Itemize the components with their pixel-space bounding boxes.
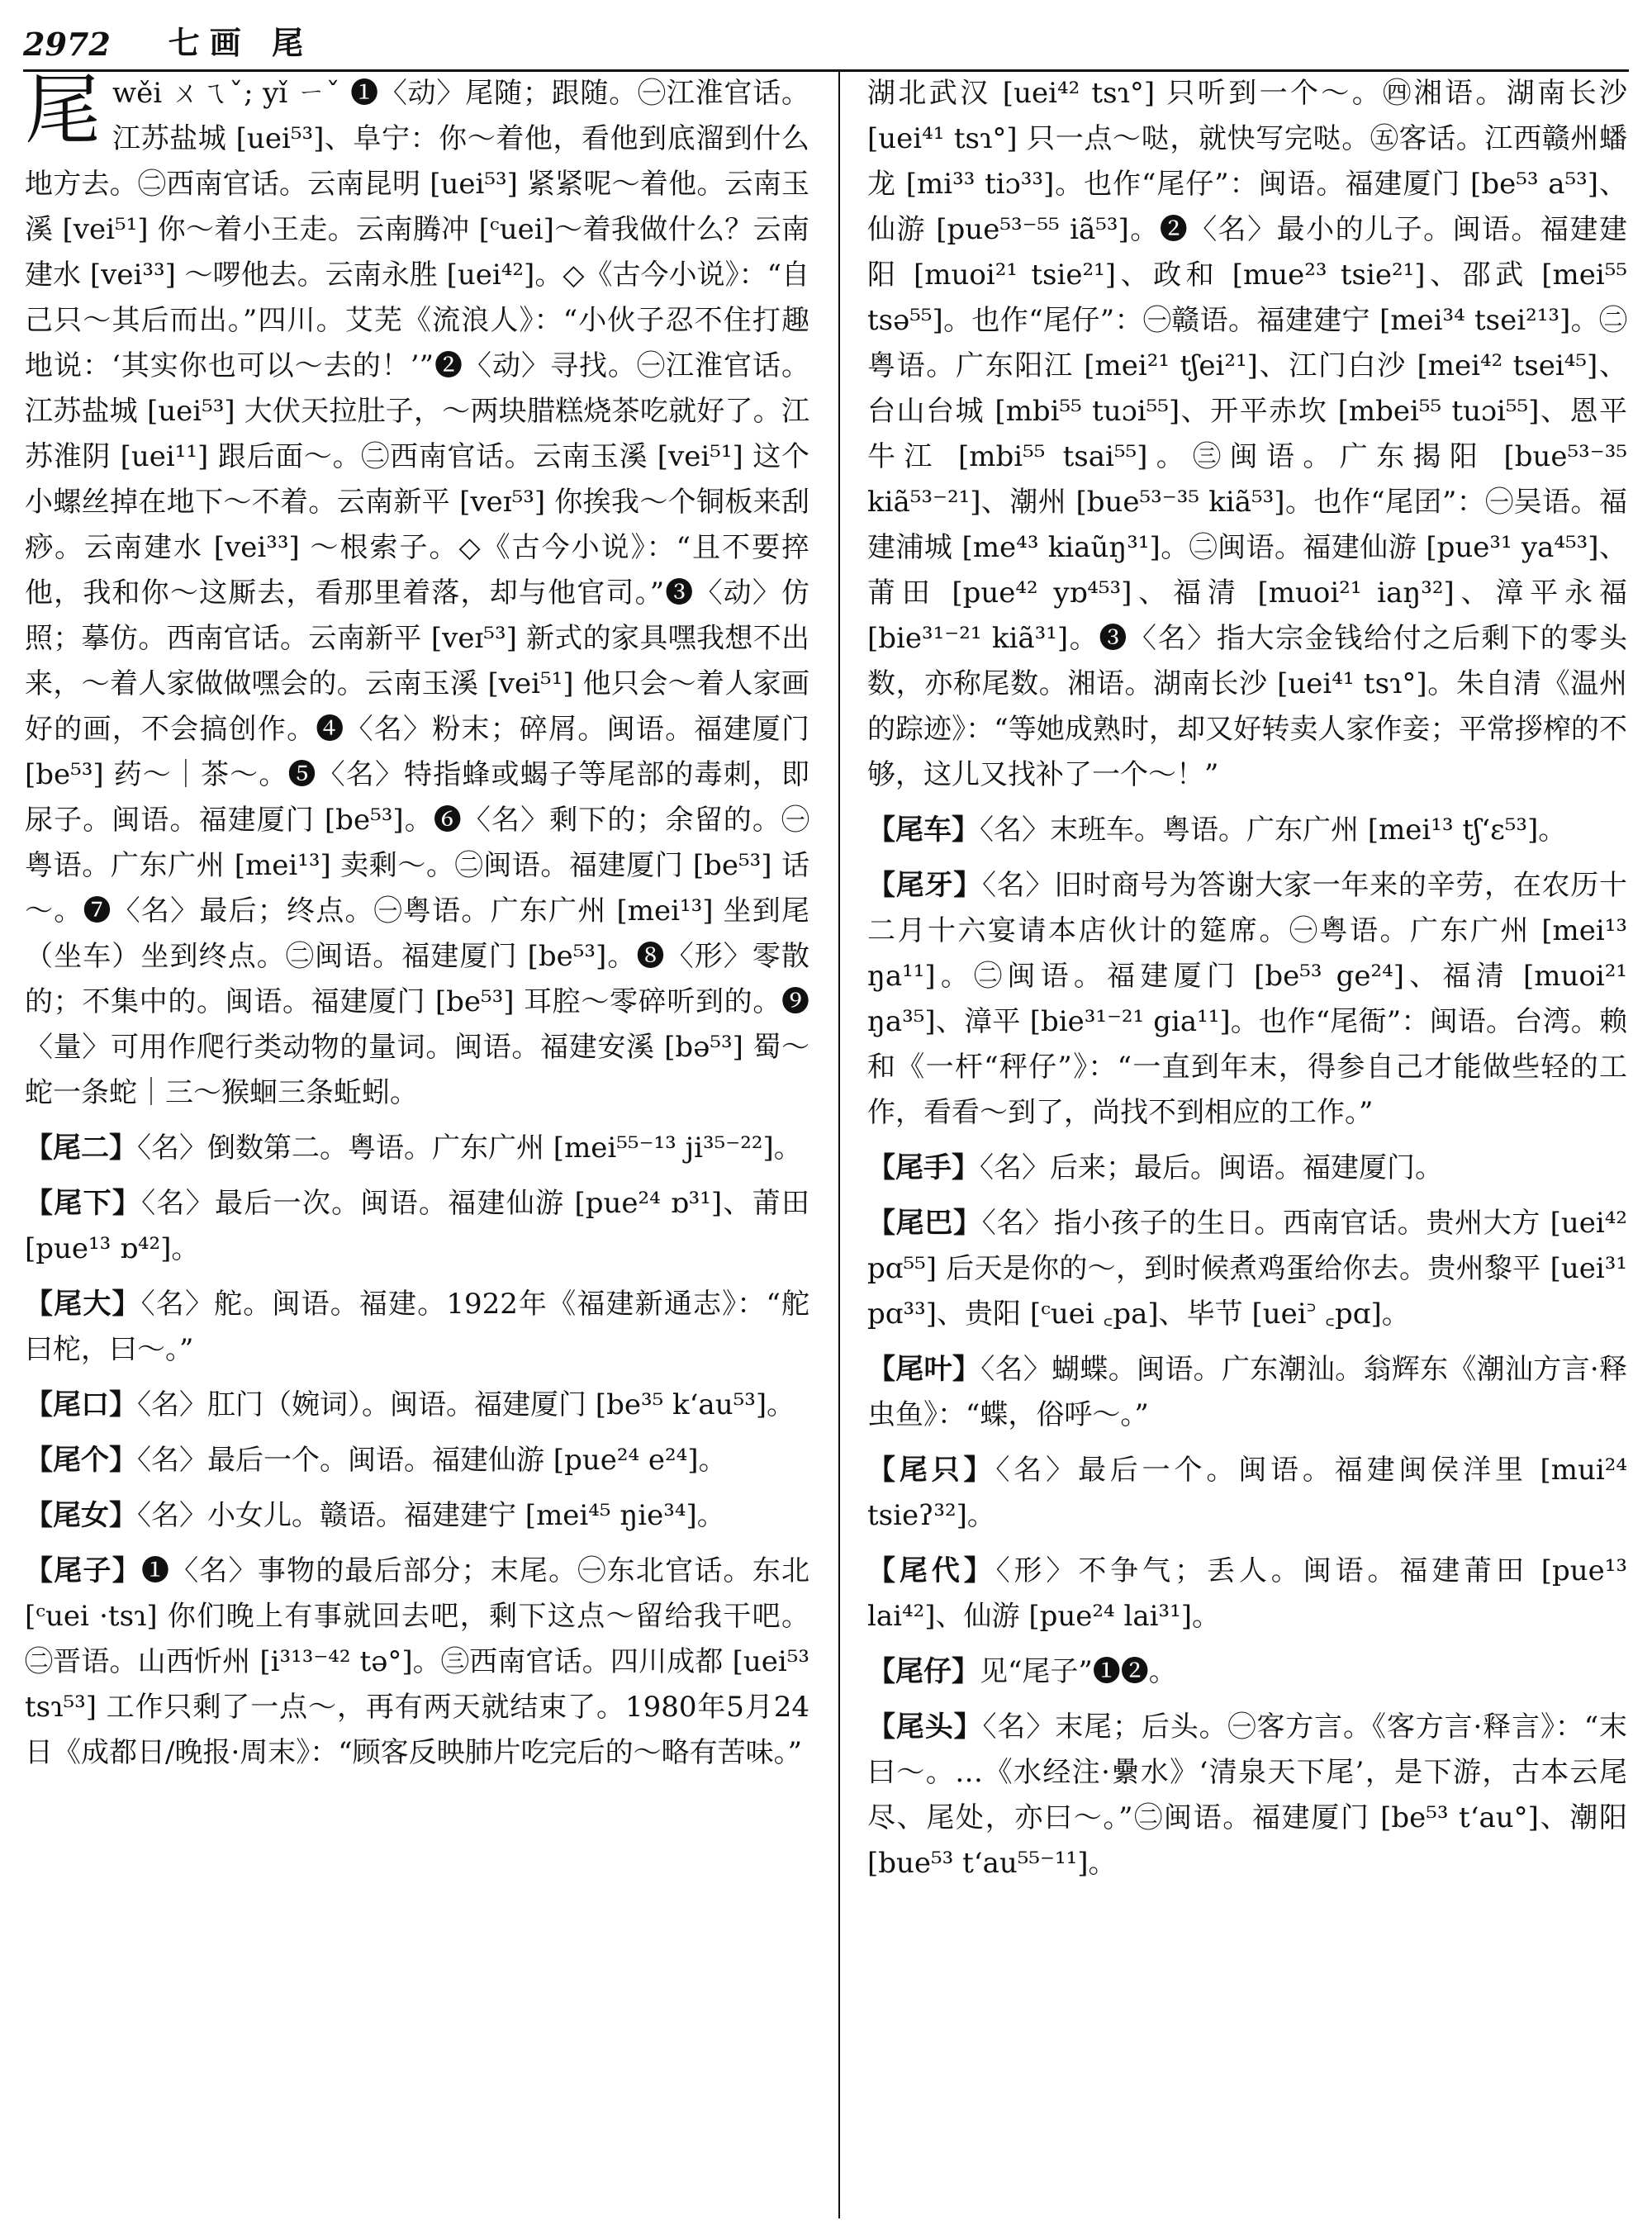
page-header [23, 18, 1629, 72]
dictionary-entry [867, 1649, 1627, 1695]
dictionary-entry [25, 1126, 809, 1171]
entry-definition: 〈名〉最后一个。闽语。福建闽侯洋里 [mui²⁴ tsieʔ³²]。 [867, 1454, 1627, 1532]
dictionary-entry [867, 1347, 1627, 1438]
entry-headword: 【尾只】 [867, 1454, 996, 1487]
dictionary-entry [867, 1705, 1627, 1886]
entry-definition: 〈名〉蝴蝶。闽语。广东潮汕。翁辉东《潮汕方言·释虫鱼》：“蝶，俗呼～。” [867, 1353, 1627, 1431]
entry-definition: 〈名〉指小孩子的生日。西南官话。贵州大方 [uei⁴² pɑ⁵⁵] 后天是你的～，到时候煮鸡蛋给你去。贵州黎平 [uei³¹ pɑ³³]、贵阳 [ᶜuei ꜀pa]、毕节 [uei꜄ ꜀pɑ]。 [867, 1207, 1627, 1331]
entry-headword: 【尾手】 [867, 1151, 980, 1184]
dictionary-entry [867, 1448, 1627, 1539]
main-entry-body-left: ❶〈动〉尾随；跟随。㊀江淮官话。江苏盐城 [uei⁵³]、阜宁：你～着他，看他到底溜到什么地方去。㊁西南官话。云南昆明 [uei⁵³] 紧紧呢～着他。云南玉溪 [vei⁵¹] 你～着小王走。云南腾冲 [ᶜuei]～着我做什么？云南建水 [vei³³] ～啰他去。云南永胜 [uei⁴²]。◇《古今小说》：“自己只～其后而出。”四川。艾芜《流浪人》：“小伙子忍不住打趣地说：‘其实你也可以～去的！’”❷〈动〉寻找。㊀江淮官话。江苏盐城 [uei⁵³] 大伏天拉肚子，～两块腊糕烧茶吃就好了。江苏淮阴 [uei¹¹] 跟后面～。㊁西南官话。云南玉溪 [vei⁵¹] 这个小螺丝掉在地下～不着。云南新平 [veɪ⁵³] 你挨我～个铜板来刮痧。云南建水 [vei³³] ～根索子。◇《古今小说》：“且不要捽他，我和你～这厮去，看那里着落，却与他官司。”❸〈动〉仿照；摹仿。西南官话。云南新平 [veɪ⁵³] 新式的家具嘿我想不出来，～着人家做做嘿会的。云南玉溪 [vei⁵¹] 他只会～着人家画好的画，不会搞创作。❹〈名〉粉末；碎屑。闽语。福建厦门 [be⁵³] 药～｜茶～。❺〈名〉特指蜂或蝎子等尾部的毒刺，即尿子。闽语。福建厦门 [be⁵³]。❻〈名〉剩下的；余留的。㊀粤语。广东广州 [mei¹³] 卖剩～。㊁闽语。福建厦门 [be⁵³] 话～。❼〈名〉最后；终点。㊀粤语。广东广州 [mei¹³] 坐到尾（坐车）坐到终点。㊁闽语。福建厦门 [be⁵³]。❽〈形〉零散的；不集中的。闽语。福建厦门 [be⁵³] 耳腔～零碎听到的。❾〈量〉可用作爬行类动物的量词。闽语。福建安溪 [bə⁵³] 蜀～蛇一条蛇｜三～猴蛔三条蚯蚓。 [25, 77, 809, 1109]
entry-definition: 〈名〉最后一个。闽语。福建仙游 [pue²⁴ e²⁴]。 [137, 1444, 727, 1477]
entry-headword: 【尾女】 [25, 1499, 137, 1532]
entry-headword: 【尾代】 [867, 1554, 996, 1587]
entry-headword: 【尾巴】 [867, 1207, 982, 1240]
entry-definition: 〈名〉旧时商号为答谢大家一年来的辛劳，在农历十二月十六宴请本店伙计的筵席。㊀粤语。广东广州 [mei¹³ ŋa¹¹]。㊁闽语。福建厦门 [be⁵³ ge²⁴]、福清 [muoi²¹ ŋa³⁵]、漳平 [bie³¹⁻²¹ gia¹¹]。也作“尾衙”：闽语。台湾。赖和《一杆“秤仔”》：“一直到年末，得参自己才能做些轻的工作，看看～到了，尚找不到相应的工作。” [867, 869, 1627, 1129]
entry-definition: ❶〈名〉事物的最后部分；末尾。㊀东北官话。东北 [ᶜuei ·tsɿ] 你们晚上有事就回去吧，剩下这点～留给我干吧。㊁晋语。山西忻州 [i³¹³⁻⁴² tə°]。㊂西南官话。四川成都 [uei⁵³ tsɿ⁵³] 工作只剩了一点～，再有两天就结束了。1980年5月24日《成都日/晚报·周末》：“顾客反映肺片吃完后的～略有苦味。” [25, 1554, 809, 1769]
dictionary-entry [867, 1549, 1627, 1639]
dictionary-entry [25, 1181, 809, 1272]
headword-character: 尾 [25, 71, 102, 154]
entry-definition: 〈名〉舵。闽语。福建。1922年《福建新通志》：“舵曰柁，曰～。” [25, 1288, 809, 1366]
headword-pinyin: wěi ㄨㄟˇ; yǐ ㄧˇ [112, 77, 341, 110]
entry-headword: 【尾车】 [867, 814, 980, 847]
entry-headword: 【尾口】 [25, 1388, 137, 1421]
entry-definition: 〈名〉最后一次。闽语。福建仙游 [pue²⁴ ɒ³¹]、莆田 [pue¹³ ɒ⁴²]。 [25, 1187, 809, 1265]
dictionary-entry [867, 1146, 1627, 1191]
entry-definition: 〈名〉后来；最后。闽语。福建厦门。 [980, 1151, 1443, 1184]
entry-definition: 见“尾子”❶❷。 [980, 1655, 1177, 1688]
dictionary-entry [25, 1383, 809, 1428]
entry-definition: 〈名〉末班车。粤语。广东广州 [mei¹³ tʃ‘ɛ⁵³]。 [980, 814, 1567, 847]
entry-headword: 【尾头】 [867, 1710, 983, 1744]
entry-headword: 【尾仔】 [867, 1655, 980, 1688]
entry-headword: 【尾二】 [25, 1132, 137, 1165]
entry-definition: 〈名〉肛门（婉词）。闽语。福建厦门 [be³⁵ k‘au⁵³]。 [137, 1388, 795, 1421]
dictionary-entry [867, 808, 1627, 853]
entry-headword: 【尾下】 [25, 1187, 142, 1220]
dictionary-entry [867, 863, 1627, 1136]
entry-definition: 〈名〉倒数第二。粤语。广东广州 [mei⁵⁵⁻¹³ ji³⁵⁻²²]。 [137, 1132, 802, 1165]
entry-headword: 【尾叶】 [867, 1353, 981, 1386]
left-entries [25, 1126, 809, 1776]
column-divider [838, 71, 840, 2218]
main-entry [25, 71, 809, 1116]
entry-definition: 〈形〉不争气；丢人。闽语。福建莆田 [pue¹³ lai⁴²]、仙游 [pue²⁴ lai³¹]。 [867, 1554, 1627, 1633]
entry-headword: 【尾子】 [25, 1554, 141, 1587]
dictionary-entry [867, 1201, 1627, 1337]
dictionary-entry [25, 1438, 809, 1483]
entry-definition: 〈名〉末尾；后头。㊀客方言。《客方言·释言》：“末曰～。…《水经注·纍水》‘清泉天下尾’，是下游，古本云尾尽、尾处，亦曰～。”㊁闽语。福建厦门 [be⁵³ t‘au°]、潮阳 [bue⁵³ t‘au⁵⁵⁻¹¹]。 [867, 1710, 1627, 1880]
main-entry-continued: 湖北武汉 [uei⁴² tsɿ°] 只听到一个～。㊃湘语。湖南长沙 [uei⁴¹ tsɿ°] 只一点～哒，就快写完哒。㊄客话。江西赣州蟠龙 [mi³³ tiɔ³³]。也作“尾仔”：闽语。福建厦门 [be⁵³ a⁵³]、仙游 [pue⁵³⁻⁵⁵ iã⁵³]。❷〈名〉最小的儿子。闽语。福建建阳 [muoi²¹ tsie²¹]、政和 [mue²³ tsie²¹]、邵武 [mei⁵⁵ tsə⁵⁵]。也作“尾仔”：㊀赣语。福建建宁 [mei³⁴ tsei²¹³]。㊁粤语。广东阳江 [mei²¹ tʃei²¹]、江门白沙 [mei⁴² tsei⁴⁵]、台山台城 [mbi⁵⁵ tuɔi⁵⁵]、开平赤坎 [mbei⁵⁵ tuɔi⁵⁵]、恩平牛江 [mbi⁵⁵ tsai⁵⁵]。㊂闽语。广东揭阳 [bue⁵³⁻³⁵ kiã⁵³⁻²¹]、潮州 [bue⁵³⁻³⁵ kiã⁵³]。也作“尾囝”：㊀吴语。福建浦城 [me⁴³ kiaũŋ³¹]。㊁闽语。福建仙游 [pue³¹ ya⁴⁵³]、莆田 [pue⁴² yɒ⁴⁵³]、福清 [muoi²¹ iaŋ³²]、漳平永福 [bie³¹⁻²¹ kiã³¹]。❸〈名〉指大宗金钱给付之后剩下的零头数，亦称尾数。湘语。湖南长沙 [uei⁴¹ tsɿ°]。朱自清《温州的踪迹》：“等她成熟时，却又好转卖人家作妾；平常拶榨的不够，这儿又找补了一个～！” [867, 77, 1627, 791]
section-title: 七画 尾 [168, 25, 313, 61]
page-number: 2972 [23, 26, 111, 63]
dictionary-entry [25, 1493, 809, 1539]
right-column [867, 71, 1627, 2218]
entry-headword: 【尾大】 [25, 1288, 141, 1321]
dictionary-entry [25, 1282, 809, 1373]
dictionary-entry [25, 1549, 809, 1776]
left-column [25, 71, 809, 2218]
entry-headword: 【尾牙】 [867, 869, 982, 902]
right-entries [867, 808, 1627, 1886]
entry-headword: 【尾个】 [25, 1444, 137, 1477]
entry-definition: 〈名〉小女儿。赣语。福建建宁 [mei⁴⁵ ŋie³⁴]。 [137, 1499, 725, 1532]
